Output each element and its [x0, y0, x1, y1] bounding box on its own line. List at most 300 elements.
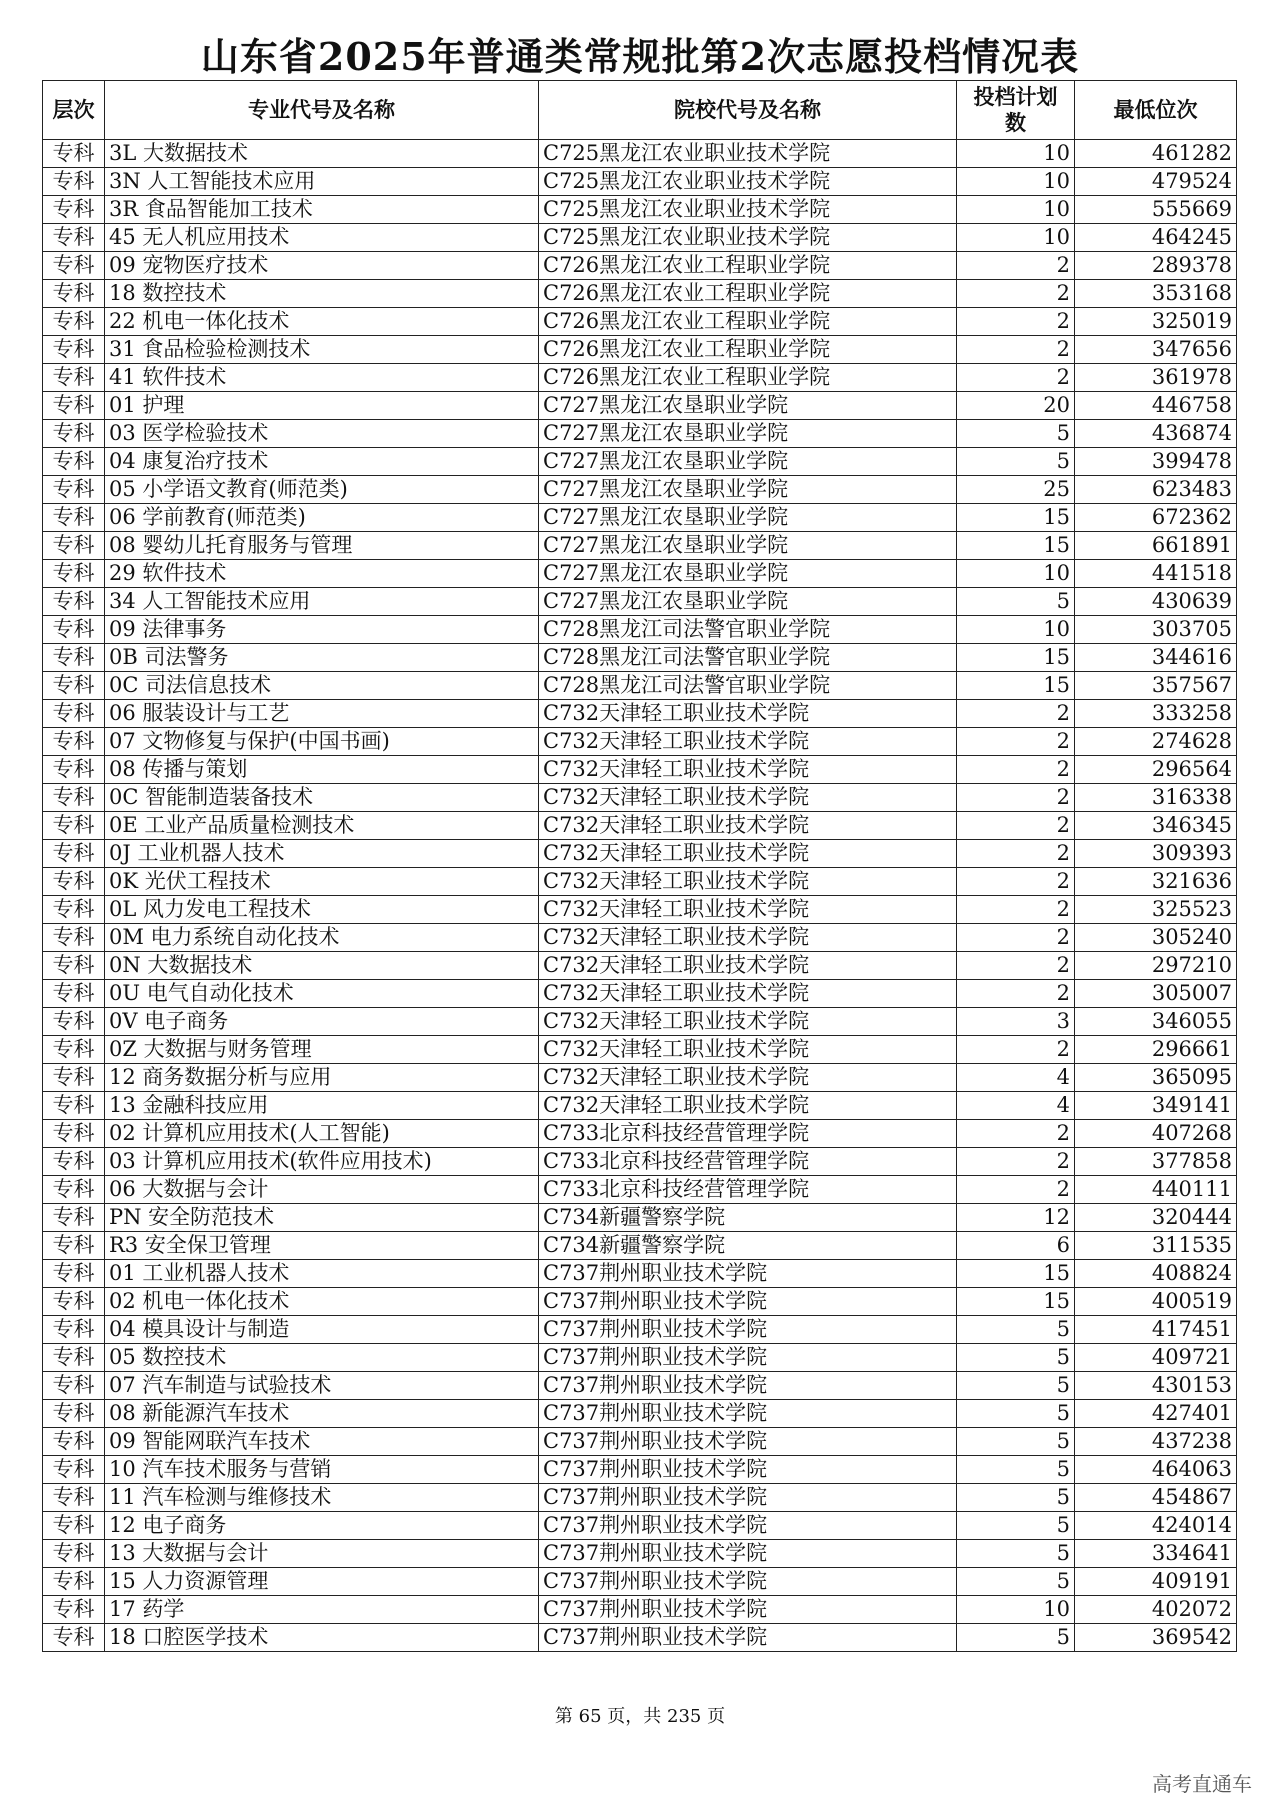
level-cell: 专科 [43, 700, 105, 728]
level-cell: 专科 [43, 812, 105, 840]
school-cell: C726黑龙江农业工程职业学院 [539, 280, 957, 308]
school-cell: C733北京科技经营管理学院 [539, 1120, 957, 1148]
major-cell: R3 安全保卫管理 [105, 1232, 539, 1260]
table-row [43, 784, 1237, 812]
school-cell: C732天津轻工职业技术学院 [539, 1008, 957, 1036]
level-cell: 专科 [43, 1512, 105, 1540]
plan-count-cell: 2 [957, 700, 1075, 728]
school-cell: C737荆州职业技术学院 [539, 1316, 957, 1344]
major-cell: 15 人力资源管理 [105, 1568, 539, 1596]
plan-count-cell: 2 [957, 1176, 1075, 1204]
level-cell: 专科 [43, 1036, 105, 1064]
school-cell: C726黑龙江农业工程职业学院 [539, 308, 957, 336]
table-row [43, 168, 1237, 196]
major-cell: 31 食品检验检测技术 [105, 336, 539, 364]
table-row [43, 420, 1237, 448]
plan-count-cell: 5 [957, 1484, 1075, 1512]
min-rank-cell: 325019 [1075, 308, 1237, 336]
major-cell: 41 软件技术 [105, 364, 539, 392]
min-rank-cell: 427401 [1075, 1400, 1237, 1428]
page-title: 山东省2025年普通类常规批第2次志愿投档情况表 [200, 34, 1080, 79]
min-rank-cell: 325523 [1075, 896, 1237, 924]
major-cell: 0E 工业产品质量检测技术 [105, 812, 539, 840]
table-row [43, 1512, 1237, 1540]
level-cell: 专科 [43, 1176, 105, 1204]
plan-count-cell: 5 [957, 588, 1075, 616]
min-rank-cell: 296661 [1075, 1036, 1237, 1064]
plan-count-cell: 3 [957, 1008, 1075, 1036]
school-cell: C727黑龙江农垦职业学院 [539, 448, 957, 476]
school-cell: C725黑龙江农业职业技术学院 [539, 140, 957, 168]
min-rank-cell: 479524 [1075, 168, 1237, 196]
level-cell: 专科 [43, 560, 105, 588]
school-cell: C728黑龙江司法警官职业学院 [539, 616, 957, 644]
level-cell: 专科 [43, 1316, 105, 1344]
table-row [43, 504, 1237, 532]
table-row [43, 1624, 1237, 1652]
table-row [43, 756, 1237, 784]
major-cell: 45 无人机应用技术 [105, 224, 539, 252]
school-cell: C732天津轻工职业技术学院 [539, 700, 957, 728]
plan-count-cell: 10 [957, 616, 1075, 644]
min-rank-cell: 333258 [1075, 700, 1237, 728]
min-rank-cell: 424014 [1075, 1512, 1237, 1540]
plan-count-cell: 2 [957, 1148, 1075, 1176]
min-rank-cell: 316338 [1075, 784, 1237, 812]
plan-count-cell: 5 [957, 1624, 1075, 1652]
plan-count-cell: 20 [957, 392, 1075, 420]
plan-count-cell: 2 [957, 1120, 1075, 1148]
min-rank-cell: 346345 [1075, 812, 1237, 840]
school-cell: C726黑龙江农业工程职业学院 [539, 364, 957, 392]
major-cell: 04 康复治疗技术 [105, 448, 539, 476]
table-row [43, 224, 1237, 252]
school-cell: C727黑龙江农垦职业学院 [539, 476, 957, 504]
school-cell: C737荆州职业技术学院 [539, 1344, 957, 1372]
school-cell: C732天津轻工职业技术学院 [539, 952, 957, 980]
level-cell: 专科 [43, 1456, 105, 1484]
major-cell: 05 数控技术 [105, 1344, 539, 1372]
level-cell: 专科 [43, 392, 105, 420]
school-cell: C728黑龙江司法警官职业学院 [539, 672, 957, 700]
min-rank-cell: 311535 [1075, 1232, 1237, 1260]
plan-count-cell: 2 [957, 840, 1075, 868]
table-row [43, 1288, 1237, 1316]
major-cell: 0C 司法信息技术 [105, 672, 539, 700]
major-cell: 05 小学语文教育(师范类) [105, 476, 539, 504]
level-cell: 专科 [43, 224, 105, 252]
level-cell: 专科 [43, 504, 105, 532]
min-rank-cell: 400519 [1075, 1288, 1237, 1316]
level-cell: 专科 [43, 1372, 105, 1400]
school-cell: C725黑龙江农业职业技术学院 [539, 168, 957, 196]
table-row [43, 1428, 1237, 1456]
major-cell: 08 婴幼儿托育服务与管理 [105, 532, 539, 560]
table-row [43, 448, 1237, 476]
min-rank-cell: 353168 [1075, 280, 1237, 308]
table-row [43, 812, 1237, 840]
school-cell: C732天津轻工职业技术学院 [539, 980, 957, 1008]
plan-count-cell: 5 [957, 1316, 1075, 1344]
major-cell: 01 护理 [105, 392, 539, 420]
level-cell: 专科 [43, 784, 105, 812]
plan-count-cell: 10 [957, 560, 1075, 588]
major-cell: 09 宠物医疗技术 [105, 252, 539, 280]
plan-count-cell: 2 [957, 896, 1075, 924]
school-cell: C727黑龙江农垦职业学院 [539, 420, 957, 448]
school-cell: C737荆州职业技术学院 [539, 1568, 957, 1596]
min-rank-cell: 305007 [1075, 980, 1237, 1008]
min-rank-cell: 672362 [1075, 504, 1237, 532]
table-row [43, 1008, 1237, 1036]
level-cell: 专科 [43, 1540, 105, 1568]
min-rank-cell: 274628 [1075, 728, 1237, 756]
watermark-text: 高考直通车 [1152, 1772, 1252, 1796]
min-rank-cell: 409721 [1075, 1344, 1237, 1372]
major-cell: 0V 电子商务 [105, 1008, 539, 1036]
level-cell: 专科 [43, 952, 105, 980]
school-cell: C732天津轻工职业技术学院 [539, 924, 957, 952]
school-cell: C727黑龙江农垦职业学院 [539, 588, 957, 616]
plan-count-cell: 2 [957, 952, 1075, 980]
min-rank-cell: 408824 [1075, 1260, 1237, 1288]
school-cell: C734新疆警察学院 [539, 1204, 957, 1232]
plan-count-cell: 2 [957, 980, 1075, 1008]
school-cell: C725黑龙江农业职业技术学院 [539, 224, 957, 252]
plan-count-cell: 2 [957, 868, 1075, 896]
level-cell: 专科 [43, 532, 105, 560]
level-cell: 专科 [43, 1568, 105, 1596]
plan-count-cell: 2 [957, 756, 1075, 784]
plan-count-cell: 2 [957, 336, 1075, 364]
level-cell: 专科 [43, 672, 105, 700]
page-footer: 第 65 页，共 235 页 [554, 1706, 726, 1727]
major-cell: 09 法律事务 [105, 616, 539, 644]
plan-count-cell: 2 [957, 280, 1075, 308]
major-cell: 01 工业机器人技术 [105, 1260, 539, 1288]
min-rank-cell: 346055 [1075, 1008, 1237, 1036]
plan-count-cell: 10 [957, 196, 1075, 224]
level-cell: 专科 [43, 252, 105, 280]
table-row [43, 1204, 1237, 1232]
school-cell: C732天津轻工职业技术学院 [539, 868, 957, 896]
major-cell: 3L 大数据技术 [105, 140, 539, 168]
major-cell: 06 大数据与会计 [105, 1176, 539, 1204]
major-cell: 03 计算机应用技术(软件应用技术) [105, 1148, 539, 1176]
school-cell: C732天津轻工职业技术学院 [539, 756, 957, 784]
plan-count-cell: 15 [957, 1260, 1075, 1288]
min-rank-cell: 437238 [1075, 1428, 1237, 1456]
table-row [43, 672, 1237, 700]
school-cell: C725黑龙江农业职业技术学院 [539, 196, 957, 224]
plan-count-cell: 2 [957, 924, 1075, 952]
major-cell: 06 学前教育(师范类) [105, 504, 539, 532]
plan-count-cell: 12 [957, 1204, 1075, 1232]
table-row [43, 1064, 1237, 1092]
school-cell: C732天津轻工职业技术学院 [539, 896, 957, 924]
major-cell: 0L 风力发电工程技术 [105, 896, 539, 924]
major-cell: 29 软件技术 [105, 560, 539, 588]
min-rank-cell: 347656 [1075, 336, 1237, 364]
table-row [43, 1372, 1237, 1400]
school-cell: C737荆州职业技术学院 [539, 1456, 957, 1484]
min-rank-cell: 361978 [1075, 364, 1237, 392]
table-row [43, 924, 1237, 952]
min-rank-cell: 430639 [1075, 588, 1237, 616]
major-cell: 3N 人工智能技术应用 [105, 168, 539, 196]
min-rank-cell: 349141 [1075, 1092, 1237, 1120]
plan-count-cell: 2 [957, 784, 1075, 812]
level-cell: 专科 [43, 1288, 105, 1316]
plan-count-cell: 5 [957, 1372, 1075, 1400]
min-rank-cell: 369542 [1075, 1624, 1237, 1652]
school-cell: C737荆州职业技术学院 [539, 1484, 957, 1512]
min-rank-cell: 402072 [1075, 1596, 1237, 1624]
table-row [43, 336, 1237, 364]
level-cell: 专科 [43, 616, 105, 644]
min-rank-cell: 377858 [1075, 1148, 1237, 1176]
header-rank: 最低位次 [1075, 81, 1237, 140]
school-cell: C737荆州职业技术学院 [539, 1512, 957, 1540]
min-rank-cell: 305240 [1075, 924, 1237, 952]
min-rank-cell: 296564 [1075, 756, 1237, 784]
school-cell: C732天津轻工职业技术学院 [539, 784, 957, 812]
table-row [43, 896, 1237, 924]
major-cell: 02 机电一体化技术 [105, 1288, 539, 1316]
table-row [43, 728, 1237, 756]
level-cell: 专科 [43, 588, 105, 616]
level-cell: 专科 [43, 420, 105, 448]
table-row [43, 1316, 1237, 1344]
min-rank-cell: 334641 [1075, 1540, 1237, 1568]
major-cell: 13 金融科技应用 [105, 1092, 539, 1120]
table-row [43, 588, 1237, 616]
level-cell: 专科 [43, 896, 105, 924]
school-cell: C732天津轻工职业技术学院 [539, 1092, 957, 1120]
school-cell: C732天津轻工职业技术学院 [539, 1064, 957, 1092]
plan-count-cell: 2 [957, 1036, 1075, 1064]
level-cell: 专科 [43, 1596, 105, 1624]
level-cell: 专科 [43, 364, 105, 392]
level-cell: 专科 [43, 1120, 105, 1148]
level-cell: 专科 [43, 1204, 105, 1232]
level-cell: 专科 [43, 448, 105, 476]
plan-count-cell: 15 [957, 672, 1075, 700]
table-row [43, 1344, 1237, 1372]
min-rank-cell: 297210 [1075, 952, 1237, 980]
table-row [43, 644, 1237, 672]
min-rank-cell: 309393 [1075, 840, 1237, 868]
major-cell: 08 传播与策划 [105, 756, 539, 784]
major-cell: 02 计算机应用技术(人工智能) [105, 1120, 539, 1148]
header-school: 院校代号及名称 [539, 81, 957, 140]
level-cell: 专科 [43, 1064, 105, 1092]
school-cell: C737荆州职业技术学院 [539, 1428, 957, 1456]
plan-count-cell: 5 [957, 1512, 1075, 1540]
header-major: 专业代号及名称 [105, 81, 539, 140]
school-cell: C737荆州职业技术学院 [539, 1400, 957, 1428]
school-cell: C737荆州职业技术学院 [539, 1624, 957, 1652]
major-cell: 07 汽车制造与试验技术 [105, 1372, 539, 1400]
school-cell: C727黑龙江农垦职业学院 [539, 504, 957, 532]
school-cell: C726黑龙江农业工程职业学院 [539, 336, 957, 364]
major-cell: 0M 电力系统自动化技术 [105, 924, 539, 952]
level-cell: 专科 [43, 168, 105, 196]
plan-count-cell: 25 [957, 476, 1075, 504]
major-cell: 07 文物修复与保护(中国书画) [105, 728, 539, 756]
min-rank-cell: 436874 [1075, 420, 1237, 448]
min-rank-cell: 289378 [1075, 252, 1237, 280]
plan-count-cell: 5 [957, 1456, 1075, 1484]
major-cell: 18 数控技术 [105, 280, 539, 308]
min-rank-cell: 461282 [1075, 140, 1237, 168]
table-row [43, 392, 1237, 420]
table-row [43, 700, 1237, 728]
plan-count-cell: 4 [957, 1092, 1075, 1120]
plan-count-cell: 2 [957, 364, 1075, 392]
table-row [43, 1456, 1237, 1484]
school-cell: C732天津轻工职业技术学院 [539, 812, 957, 840]
table-row [43, 308, 1237, 336]
min-rank-cell: 446758 [1075, 392, 1237, 420]
table-row [43, 1596, 1237, 1624]
plan-count-cell: 5 [957, 1540, 1075, 1568]
min-rank-cell: 623483 [1075, 476, 1237, 504]
school-cell: C737荆州职业技术学院 [539, 1288, 957, 1316]
table-row [43, 140, 1237, 168]
level-cell: 专科 [43, 196, 105, 224]
school-cell: C737荆州职业技术学院 [539, 1260, 957, 1288]
plan-count-cell: 10 [957, 1596, 1075, 1624]
plan-count-cell: 10 [957, 140, 1075, 168]
school-cell: C728黑龙江司法警官职业学院 [539, 644, 957, 672]
level-cell: 专科 [43, 1484, 105, 1512]
table-row [43, 1260, 1237, 1288]
table-row [43, 280, 1237, 308]
school-cell: C727黑龙江农垦职业学院 [539, 560, 957, 588]
major-cell: 09 智能网联汽车技术 [105, 1428, 539, 1456]
major-cell: 10 汽车技术服务与营销 [105, 1456, 539, 1484]
table-row [43, 1540, 1237, 1568]
major-cell: 0C 智能制造装备技术 [105, 784, 539, 812]
min-rank-cell: 454867 [1075, 1484, 1237, 1512]
major-cell: 3R 食品智能加工技术 [105, 196, 539, 224]
level-cell: 专科 [43, 924, 105, 952]
min-rank-cell: 407268 [1075, 1120, 1237, 1148]
plan-count-cell: 5 [957, 448, 1075, 476]
level-cell: 专科 [43, 756, 105, 784]
level-cell: 专科 [43, 140, 105, 168]
level-cell: 专科 [43, 1624, 105, 1652]
major-cell: 0B 司法警务 [105, 644, 539, 672]
table-row [43, 1232, 1237, 1260]
plan-count-cell: 5 [957, 1428, 1075, 1456]
school-cell: C727黑龙江农垦职业学院 [539, 532, 957, 560]
min-rank-cell: 409191 [1075, 1568, 1237, 1596]
plan-count-cell: 5 [957, 420, 1075, 448]
level-cell: 专科 [43, 644, 105, 672]
major-cell: 0Z 大数据与财务管理 [105, 1036, 539, 1064]
level-cell: 专科 [43, 308, 105, 336]
table-row [43, 196, 1237, 224]
table-row [43, 560, 1237, 588]
major-cell: PN 安全防范技术 [105, 1204, 539, 1232]
school-cell: C732天津轻工职业技术学院 [539, 1036, 957, 1064]
table-row [43, 1176, 1237, 1204]
table-row [43, 980, 1237, 1008]
level-cell: 专科 [43, 840, 105, 868]
school-cell: C732天津轻工职业技术学院 [539, 728, 957, 756]
plan-count-cell: 5 [957, 1344, 1075, 1372]
level-cell: 专科 [43, 1260, 105, 1288]
min-rank-cell: 417451 [1075, 1316, 1237, 1344]
level-cell: 专科 [43, 1344, 105, 1372]
table-row [43, 840, 1237, 868]
major-cell: 03 医学检验技术 [105, 420, 539, 448]
school-cell: C733北京科技经营管理学院 [539, 1148, 957, 1176]
major-cell: 06 服装设计与工艺 [105, 700, 539, 728]
major-cell: 17 药学 [105, 1596, 539, 1624]
major-cell: 34 人工智能技术应用 [105, 588, 539, 616]
table-row [43, 1568, 1237, 1596]
plan-count-cell: 15 [957, 504, 1075, 532]
table-row [43, 868, 1237, 896]
major-cell: 04 模具设计与制造 [105, 1316, 539, 1344]
table-header-row [43, 81, 1237, 140]
min-rank-cell: 464245 [1075, 224, 1237, 252]
table-row [43, 364, 1237, 392]
plan-count-cell: 2 [957, 812, 1075, 840]
school-cell: C733北京科技经营管理学院 [539, 1176, 957, 1204]
header-level: 层次 [43, 81, 105, 140]
plan-count-cell: 15 [957, 1288, 1075, 1316]
level-cell: 专科 [43, 728, 105, 756]
level-cell: 专科 [43, 980, 105, 1008]
table-row [43, 1148, 1237, 1176]
major-cell: 0N 大数据技术 [105, 952, 539, 980]
min-rank-cell: 321636 [1075, 868, 1237, 896]
min-rank-cell: 441518 [1075, 560, 1237, 588]
school-cell: C737荆州职业技术学院 [539, 1372, 957, 1400]
table-row [43, 1484, 1237, 1512]
table-row [43, 1120, 1237, 1148]
plan-count-cell: 2 [957, 308, 1075, 336]
header-plan: 投档计划数 [957, 81, 1075, 140]
major-cell: 08 新能源汽车技术 [105, 1400, 539, 1428]
major-cell: 0K 光伏工程技术 [105, 868, 539, 896]
school-cell: C737荆州职业技术学院 [539, 1596, 957, 1624]
table-row [43, 616, 1237, 644]
table-row [43, 252, 1237, 280]
major-cell: 22 机电一体化技术 [105, 308, 539, 336]
min-rank-cell: 661891 [1075, 532, 1237, 560]
min-rank-cell: 320444 [1075, 1204, 1237, 1232]
major-cell: 0J 工业机器人技术 [105, 840, 539, 868]
table-row [43, 1092, 1237, 1120]
min-rank-cell: 440111 [1075, 1176, 1237, 1204]
plan-count-cell: 6 [957, 1232, 1075, 1260]
level-cell: 专科 [43, 868, 105, 896]
min-rank-cell: 399478 [1075, 448, 1237, 476]
school-cell: C727黑龙江农垦职业学院 [539, 392, 957, 420]
school-cell: C734新疆警察学院 [539, 1232, 957, 1260]
min-rank-cell: 303705 [1075, 616, 1237, 644]
major-cell: 12 电子商务 [105, 1512, 539, 1540]
level-cell: 专科 [43, 1232, 105, 1260]
plan-count-cell: 15 [957, 644, 1075, 672]
level-cell: 专科 [43, 1092, 105, 1120]
level-cell: 专科 [43, 1428, 105, 1456]
